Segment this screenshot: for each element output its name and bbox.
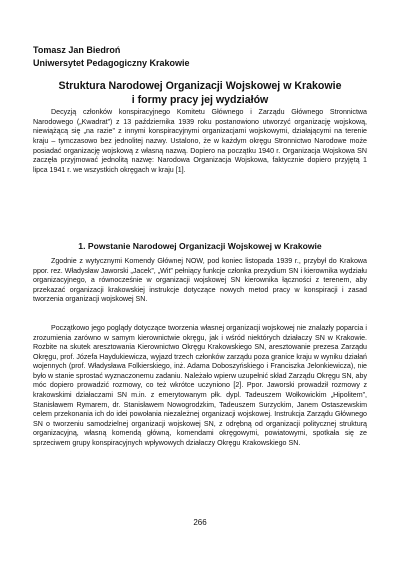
article-title-line-1: Struktura Narodowej Organizacji Wojskowej w Krakowie: [58, 80, 342, 92]
page-number: 266: [193, 518, 207, 527]
section-heading: 1. Powstanie Narodowej Organizacji Wojskowej w Krakowie: [78, 241, 322, 251]
article-title: [33, 80, 367, 107]
author-block: [33, 44, 373, 69]
body-paragraph-2: Początkowo jego poglądy dotyczące tworzenia własnej organizacji wojskowej nie znalazły poparcia i zrozumienia zarówno w samym kierownictwie okręgu, jak i wśród niektórych działaczy SN w Krakowie. Rozbite na skutek aresztowania Kierownictwo Okręgu Krakowskiego SN, aresztowanie prezesa Zarządu Okręgu, prof. Józefa Haydukiewicza, wyjazd trzech członków zarządu poza granice kraju w wyniku działań wojennych (prof. Władysława Folkierskiego, inż. Adama Doboszyńskiego i Franciszka Jelonkiewicza), nie było w stanie sprostać wyznaczonemu zadaniu. Należało wpierw uzupełnić skład Zarządu Okręgu SN, aby móc dopiero prowadzić rozmowy, co też wkrótce uczyniono [2]. Ppor. Jaworski prowadził rozmowy z krakowskimi działaczami SN m.in. z emerytowanym płk. dypl. Tadeuszem Wołkowickim „Hipolitem”, Stanisławem Rymarem, dr. Stanisławem Nowogrodzkim, Tadeuszem Surzyckim, Janem Ostaszewskim celem przekonania ich do idei powołania niezależnej organizacji wojskowej. Instrukcja Zarządu Głównego SN o tworzeniu samodzielnej organizacji wojskowej SN, z odrębną od organizacji politycznej strukturą organizacyjną, własną komendą główną, komendami okręgowymi, powiatowymi, spotkała się ze sprzeciwem grupy konspiracyjnych wpływowych działaczy Okręgu Krakowskiego SN.: [33, 324, 367, 447]
article-title-line-2: i formy pracy jej wydziałów: [131, 93, 269, 106]
author-affiliation: Uniwersytet Pedagogiczny Krakowie: [33, 57, 190, 68]
body-paragraph-1: Zgodnie z wytycznymi Komendy Głównej NOW, pod koniec listopada 1939 r., przybył do Krakowa ppor. rez. Władysław Jaworski „Jacek”, „Wit” pełniący funkcje członka prezydium SN i kierownika wydziału organizacyjnego, a równocześnie w organizacji wojskowej SN kierownika łączności z terenem, aby przekazać organizacji krakowskiej instrukcje dotyczące nowych metod pracy w konspiracji i zasad tworzenia organizacji wojskowej SN.: [33, 257, 367, 304]
author-name: Tomasz Jan Biedroń: [33, 45, 121, 55]
abstract-paragraph: Decyzją członków konspiracyjnego Komitetu Głównego i Zarządu Głównego Stronnictwa Narodowego („Kwadrat”) z 13 października 1939 roku postanowiono utworzyć organizację wojskową, niewiążącą się „na razie” z innymi konspiracyjnymi organizacjami wojskowymi, działającymi na terenie kraju – tymczasowo bez jednolitej nazwy. Ustalono, że w każdym okręgu Stronnictwo Narodowe może posiadać organizację wojskową z własną nazwą. Dopiero na początku 1940 r. Organizacja Wojskowa SN zaczęła przyjmować jednolitą nazwę: Narodowa Organizacja Wojskowa, faktycznie dopiero przyjętą 1 lipca 1941 r. we wszystkich okręgach w kraju [1].: [33, 108, 367, 174]
